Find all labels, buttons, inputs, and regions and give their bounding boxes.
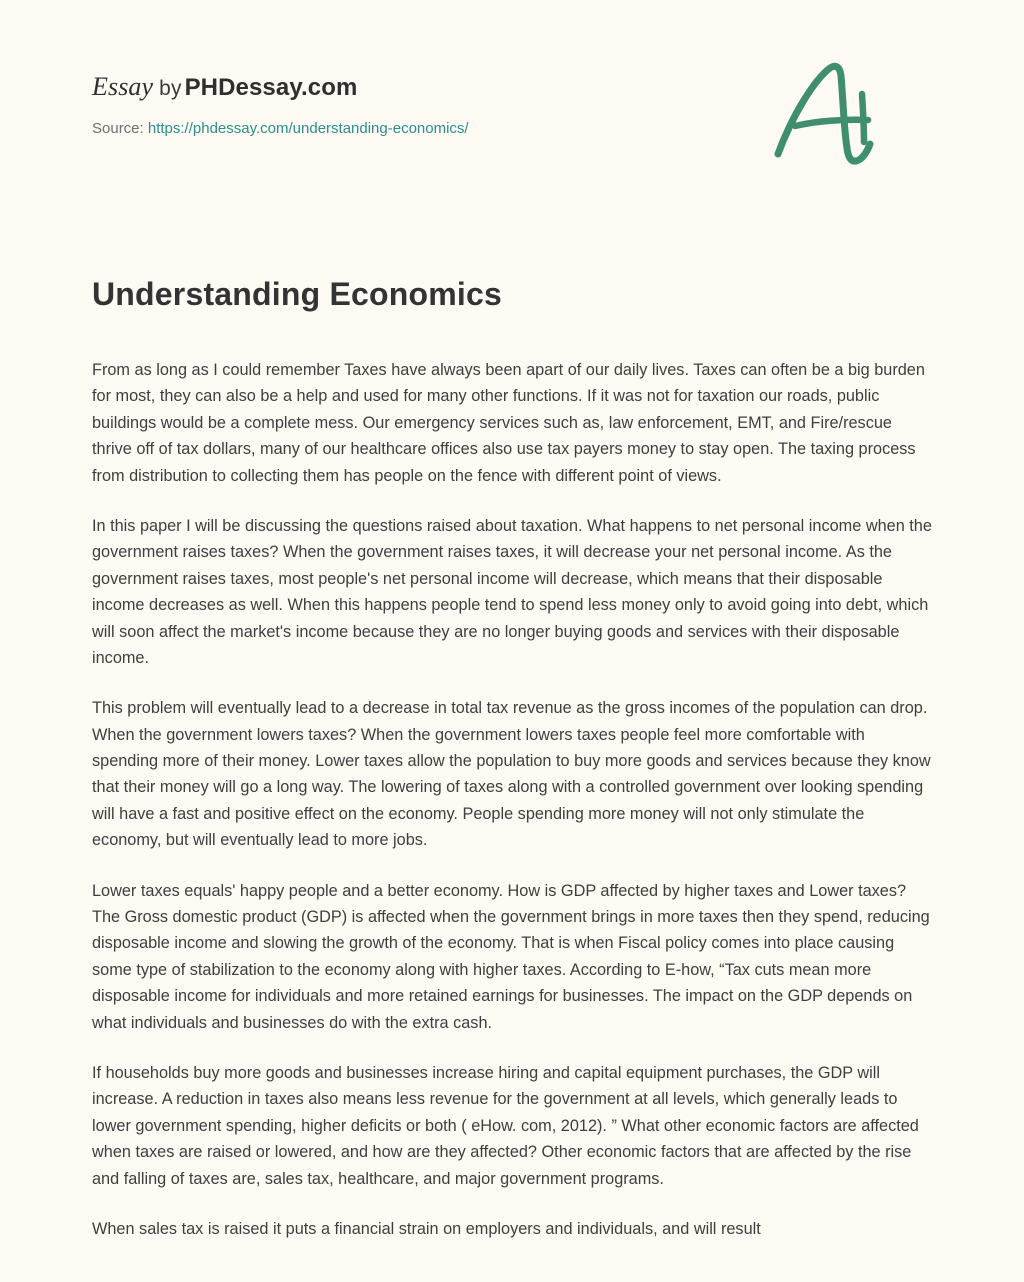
brand-essay-label: Essay (92, 72, 154, 101)
brand-site-name: PHDessay.com (184, 74, 358, 101)
source-url-link[interactable]: https://phdessay.com/understanding-economics/ (147, 120, 469, 137)
paragraph: When sales tax is raised it puts a financial strain on employers and individuals, and will result (92, 1219, 761, 1238)
paragraph: If households buy more goods and businesses increase hiring and capital equipment purchases, the GDP will increase. A reduction in taxes also means less revenue for the government at all levels, which generally leads to lower government spending, higher deficits or both ( eHow. com, 2012). ” What other economic factors are affected when taxes are raised or lowered, and how are they affected? Other economic factors that are affected by the rise and falling of taxes are, sales tax, healthcare, and major government programs. (92, 1063, 919, 1188)
paragraph: This problem will eventually lead to a decrease in total tax revenue as the gross incomes of the population can drop. When the government lowers taxes? When the government lowers taxes people feel more comfortable with spending more of their money. Lower taxes allow the population to buy more goods and services because they know that their money will go a long way. The lowering of taxes along with a controlled government over looking spending will have a fast and positive effect on the economy. People spending more money will not only stimulate the economy, but will eventually lead to more jobs. (92, 699, 931, 850)
brand-line (92, 72, 469, 102)
paragraph: From as long as I could remember Taxes have always been apart of our daily lives. Taxes can often be a big burden for most, they can also be a help and used for many other functions. If it was not for taxation our roads, public buildings would be a complete mess. Our emergency services such as, law enforcement, EMT, and Fire/rescue thrive off of tax dollars, many of our healthcare offices also use tax payers money to stay open. The taxing process from distribution to collecting them has people on the fence with different point of views. (92, 361, 925, 485)
paragraph: Lower taxes equals' happy people and a better economy. How is GDP affected by higher taxes and Lower taxes? The Gross domestic product (GDP) is affected when the government brings in more taxes then they spend, reducing disposable income and slowing the growth of the economy. That is when Fiscal policy comes into place causing some type of stabilization to the economy along with higher taxes. According to E-how, “Tax cuts mean more disposable income for individuals and more retained earnings for businesses. The impact on the GDP depends on what individuals and businesses do with the extra cash. (92, 881, 930, 1032)
paragraph: In this paper I will be discussing the questions raised about taxation. What happens to net personal income when the government raises taxes? When the government raises taxes, it will decrease your net personal income. As the government raises taxes, most people's net personal income will decrease, which means that their disposable income decreases as well. When this happens people tend to spend less money only to avoid going into debt, which will soon affect the market's income because they are no longer buying goods and services with their disposable income. (92, 516, 932, 667)
page-title: Understanding Economics (92, 276, 502, 312)
document-header (0, 0, 1024, 168)
phdessay-a-logo (764, 58, 914, 168)
brand-by-label: by (159, 77, 182, 100)
source-line (92, 120, 469, 137)
source-label: Source: (92, 120, 144, 137)
article-body (0, 357, 1024, 1242)
header-left (92, 58, 469, 137)
